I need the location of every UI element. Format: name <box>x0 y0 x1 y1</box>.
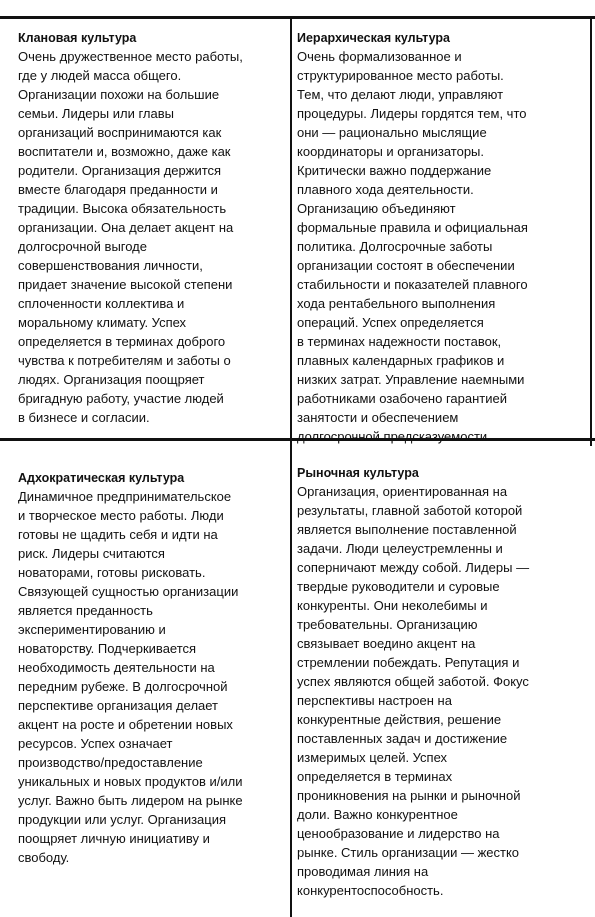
text-line: Связующей сущностью организации <box>18 584 239 599</box>
text-line: Тем, что делают люди, управляют <box>297 87 504 102</box>
text-line: чувства к потребителям и заботы о <box>18 353 231 368</box>
text-line: продукции или услуг. Организация <box>18 812 227 827</box>
text-line: работниками озабочено гарантией <box>297 391 507 406</box>
adhocracy-culture-title: Адхократическая культура <box>18 471 185 485</box>
text-line: определяется в терминах доброго <box>18 334 226 349</box>
top-border <box>0 16 595 19</box>
text-line: задачи. Люди целеустремленны и <box>297 541 503 556</box>
adhocracy-culture-cell <box>18 469 288 867</box>
text-line: Критически важно поддержание <box>297 163 492 178</box>
text-line: совершенствования личности, <box>18 258 203 273</box>
text-line: конкуренты. Они неколебимы и <box>297 598 488 613</box>
text-line: производство/предоставление <box>18 755 203 770</box>
text-line: услуг. Важно быть лидером на рынке <box>18 793 243 808</box>
text-line: семьи. Лидеры или главы <box>18 106 174 121</box>
text-line: Очень дружественное место работы, <box>18 49 243 64</box>
text-line: где у людей масса общего. <box>18 68 182 83</box>
text-line: Организации похожи на большие <box>18 87 220 102</box>
text-line: экспериментированию и <box>18 622 166 637</box>
text-line: традиции. Высока обязательность <box>18 201 227 216</box>
text-line: новаторству. Подчеркивается <box>18 641 197 656</box>
clan-culture-title: Клановая культура <box>18 31 137 45</box>
text-line: перспективе организация делает <box>18 698 219 713</box>
text-line: стремлении побеждать. Репутация и <box>297 655 520 670</box>
hierarchy-culture-text <box>297 47 589 446</box>
text-line: необходимость деятельности на <box>18 660 215 675</box>
text-line: Организацию объединяют <box>297 201 456 216</box>
text-line: политика. Долгосрочные заботы <box>297 239 493 254</box>
text-line: свободу. <box>18 850 70 865</box>
text-line: они — рационально мыслящие <box>297 125 487 140</box>
text-line: организации. Она делает акцент на <box>18 220 234 235</box>
text-line: плавных календарных графиков и <box>297 353 505 368</box>
market-culture-title: Рыночная культура <box>297 466 419 480</box>
text-line: готовы не щадить себя и идти на <box>18 527 218 542</box>
adhocracy-culture-text <box>18 487 288 867</box>
text-line: ценообразование и лидерство на <box>297 826 500 841</box>
text-line: операций. Успех определяется <box>297 315 484 330</box>
text-line: является преданность <box>18 603 153 618</box>
text-line: родители. Организация держится <box>18 163 222 178</box>
text-line: проводимая линия на <box>297 864 429 879</box>
text-line: стабильности и показателей плавного <box>297 277 528 292</box>
market-culture-cell <box>297 464 589 900</box>
text-line: поставленных задач и достижение <box>297 731 508 746</box>
text-line: людях. Организация поощряет <box>18 372 205 387</box>
text-line: является выполнение поставленной <box>297 522 517 537</box>
clan-culture-text <box>18 47 288 427</box>
text-line: акцент на росте и обретении новых <box>18 717 233 732</box>
hierarchy-culture-title: Иерархическая культура <box>297 31 450 45</box>
text-line: Организация, ориентированная на <box>297 484 508 499</box>
text-line: конкурентоспособность. <box>297 883 444 898</box>
text-line: вместе благодаря преданности и <box>18 182 218 197</box>
text-line: проникновения на рынки и рыночной <box>297 788 521 803</box>
text-line: Динамичное предпринимательское <box>18 489 232 504</box>
text-line: и творческое место работы. Люди <box>18 508 224 523</box>
text-line: плавного хода деятельности. <box>297 182 474 197</box>
text-line: соперничают между собой. Лидеры — <box>297 560 530 575</box>
text-line: в терминах надежности поставок, <box>297 334 502 349</box>
text-line: низких затрат. Управление наемными <box>297 372 525 387</box>
text-line: в бизнесе и согласии. <box>18 410 150 425</box>
hierarchy-culture-cell <box>297 29 589 446</box>
text-line: уникальных и новых продуктов и/или <box>18 774 243 789</box>
text-line: бригадную работу, участие людей <box>18 391 224 406</box>
market-culture-text <box>297 482 589 900</box>
text-line: долгосрочной предсказуемости. <box>297 429 491 444</box>
text-line: сплоченности коллектива и <box>18 296 185 311</box>
right-border <box>590 16 592 446</box>
text-line: конкурентные действия, решение <box>297 712 502 727</box>
text-line: доли. Важно конкурентное <box>297 807 458 822</box>
text-line: твердые руководители и суровые <box>297 579 500 594</box>
text-line: процедуры. Лидеры гордятся тем, что <box>297 106 527 121</box>
text-line: хода рентабельного выполнения <box>297 296 496 311</box>
text-line: успех являются общей заботой. Фокус <box>297 674 529 689</box>
text-line: придает значение высокой степени <box>18 277 233 292</box>
text-line: воспитатели и, возможно, даже как <box>18 144 231 159</box>
text-line: долгосрочной выгоде <box>18 239 147 254</box>
text-line: моральному климату. Успех <box>18 315 187 330</box>
text-line: организации состоят в обеспечении <box>297 258 515 273</box>
text-line: определяется в терминах <box>297 769 453 784</box>
text-line: новаторами, готовы рисковать. <box>18 565 206 580</box>
center-divider <box>290 16 292 917</box>
clan-culture-cell <box>18 29 288 427</box>
text-line: поощряет личную инициативу и <box>18 831 210 846</box>
text-line: организаций воспринимаются как <box>18 125 222 140</box>
text-line: координаторы и организаторы. <box>297 144 485 159</box>
text-line: рынке. Стиль организации — жестко <box>297 845 520 860</box>
text-line: связывает воедино акцент на <box>297 636 476 651</box>
text-line: ресурсов. Успех означает <box>18 736 173 751</box>
text-line: требовательны. Организацию <box>297 617 478 632</box>
text-line: риск. Лидеры считаются <box>18 546 165 561</box>
text-line: результаты, главной заботой которой <box>297 503 523 518</box>
text-line: занятости и обеспечением <box>297 410 459 425</box>
text-line: перспективы настроен на <box>297 693 452 708</box>
text-line: формальные правила и официальная <box>297 220 528 235</box>
text-line: структурированное место работы. <box>297 68 504 83</box>
text-line: Очень формализованное и <box>297 49 462 64</box>
text-line: передним рубеже. В долгосрочной <box>18 679 228 694</box>
text-line: измеримых целей. Успех <box>297 750 448 765</box>
